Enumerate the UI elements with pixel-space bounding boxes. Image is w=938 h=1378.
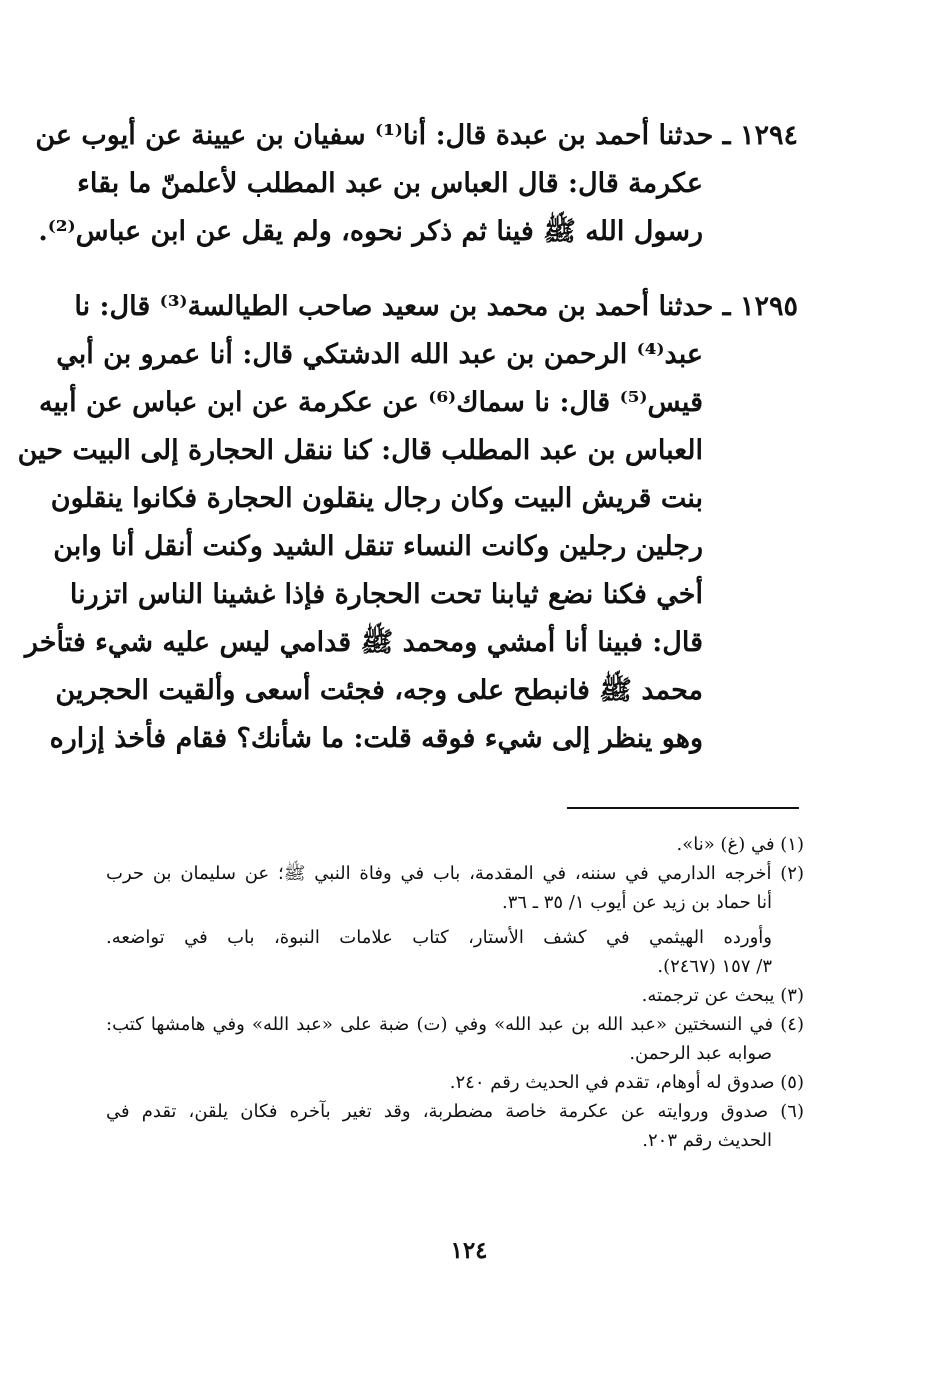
hadith-1295 <box>17 283 798 763</box>
footnote-2-additional-continuation: ٣/ ١٥٧ (٢٤٦٧). <box>657 956 772 977</box>
hadith-line: عكرمة قال: قال العباس بن عبد المطلب لأعلمنّ ما بقاء <box>77 168 703 199</box>
hadith-line: رسول الله ﷺ فينا ثم ذكر نحوه، ولم يقل عن ابن عباس⁽²⁾. <box>38 216 703 247</box>
footnote-4-continuation: صوابه عبد الرحمن. <box>629 1043 772 1064</box>
footnote-separator <box>567 807 799 809</box>
hadith-line: قيس⁽⁵⁾ قال: نا سماك⁽⁶⁾ عن عكرمة عن ابن عباس عن أبيه <box>39 387 703 418</box>
page-number: ١٢٤ <box>450 1237 488 1264</box>
hadith-line: وهو ينظر إلى شيء فوقه قلت: ما شأنك؟ فقام فأخذ إزاره <box>49 723 703 754</box>
footnote-1: (١) في (غ) «نا». <box>676 834 804 855</box>
footnote-2-additional: وأورده الهيثمي في كشف الأستار، كتاب علامات النبوة، باب في تواضعه. <box>106 927 772 948</box>
hadith-line: محمد ﷺ فانبطح على وجه، فجئت أسعى وألقيت الحجرين <box>55 675 703 706</box>
hadith-line: ١٢٩٥ ـ حدثنا أحمد بن محمد بن سعيد صاحب الطيالسة⁽³⁾ قال: نا <box>74 291 798 322</box>
hadith-line: عبد⁽⁴⁾ الرحمن بن عبد الله الدشتكي قال: أنا عمرو بن أبي <box>56 339 703 370</box>
footnote-6-continuation: الحديث رقم ٢٠٣. <box>642 1130 772 1151</box>
footnote-2-continuation: أنا حماد بن زيد عن أيوب ١/ ٣٥ ـ ٣٦. <box>501 892 772 913</box>
hadith-line: أخي فكنا نضع ثيابنا تحت الحجارة فإذا غشينا الناس اتزرنا <box>69 579 703 610</box>
footnote-3: (٣) يبحث عن ترجمته. <box>641 985 804 1006</box>
footnote-5: (٥) صدوق له أوهام، تقدم في الحديث رقم ٢٤٠. <box>449 1072 804 1093</box>
footnote-6: (٦) صدوق وروايته عن عكرمة خاصة مضطربة، وقد تغير بآخره فكان يلقن، تقدم في <box>106 1101 804 1122</box>
hadith-line: رجلين رجلين وكانت النساء تنقل الشيد وكنت أنقل أنا وابن <box>53 531 703 562</box>
footnotes <box>106 830 804 1155</box>
hadith-line: ١٢٩٤ ـ حدثنا أحمد بن عبدة قال: أنا⁽¹⁾ سفيان بن عيينة عن أيوب عن <box>35 120 798 151</box>
hadith-line: العباس بن عبد المطلب قال: كنا ننقل الحجارة إلى البيت حين <box>17 435 703 466</box>
footnote-4: (٤) في النسختين «عبد الله بن عبد الله» وفي (ت) ضبة على «عبد الله» وفي هامشها كتب: <box>106 1014 804 1035</box>
footnote-2: (٢) أخرجه الدارمي في سننه، في المقدمة، باب في وفاة النبي ﷺ؛ عن سليمان بن حرب <box>106 863 804 884</box>
hadith-line: قال: فبينا أنا أمشي ومحمد ﷺ قدامي ليس عليه شيء فتأخر <box>24 627 703 658</box>
hadith-1294 <box>35 112 798 256</box>
hadith-line: بنت قريش البيت وكان رجال ينقلون الحجارة فكانوا ينقلون <box>50 483 703 514</box>
